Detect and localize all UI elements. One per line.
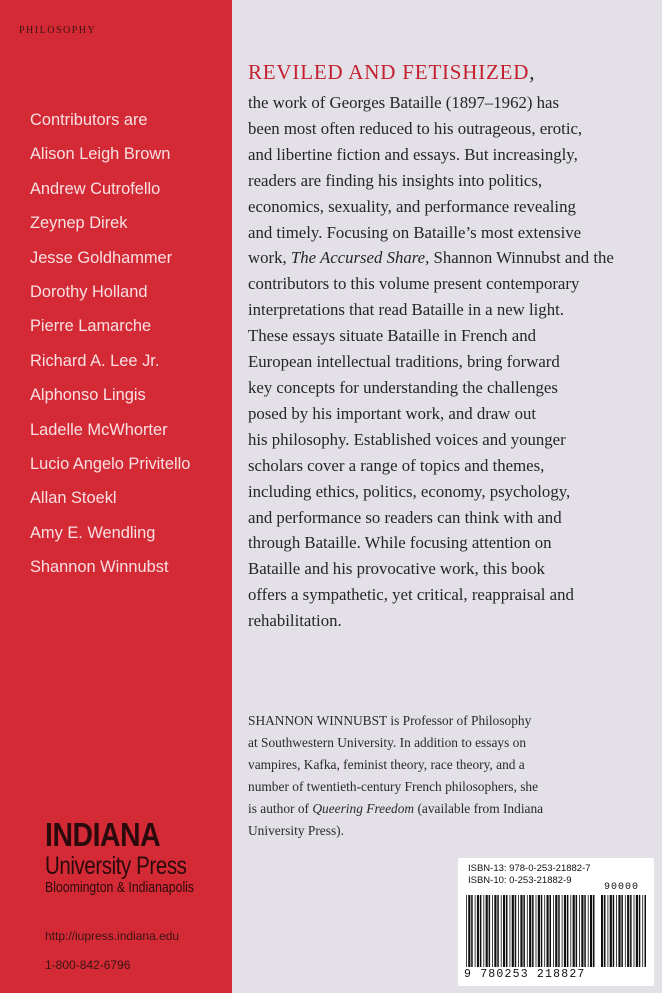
barcode-bar: [558, 895, 560, 967]
text-segment: (available from Indiana: [414, 801, 544, 816]
ean-digits: 9 780253 218827: [464, 968, 586, 981]
barcode-bar: [466, 895, 467, 967]
barcode-bar: [567, 895, 569, 967]
barcode-bar: [564, 895, 566, 967]
barcode-bar: [645, 895, 647, 967]
barcode-bar: [621, 895, 623, 967]
barcode-bar: [523, 895, 525, 967]
blurb-line: Bataille and his provocative work, this book: [248, 559, 545, 579]
text-segment: is author of: [248, 801, 313, 816]
barcode-bar: [532, 895, 534, 967]
barcode-bar: [486, 895, 488, 967]
price-code: 90000: [604, 882, 640, 893]
contributor-name: Pierre Lamarche: [30, 317, 152, 336]
contributor-name: Amy E. Wendling: [30, 523, 156, 542]
barcode-bar: [553, 895, 554, 967]
barcode-bar: [468, 895, 470, 967]
contributor-name: Shannon Winnubst: [30, 558, 169, 577]
blurb-body: [248, 90, 658, 634]
price-barcode-bars: [601, 895, 646, 967]
publisher-url[interactable]: http://iupress.indiana.edu: [45, 929, 180, 943]
barcode-bar: [618, 895, 620, 967]
barcode-bar: [529, 895, 531, 967]
blurb-line: the work of Georges Bataille (1897–1962) has: [248, 93, 560, 112]
blurb-line: economics, sexuality, and performance revealing: [248, 196, 576, 216]
barcode-bars: [466, 895, 596, 967]
blurb-line: key concepts for understanding the challenges: [248, 377, 558, 397]
barcode-bar: [536, 895, 537, 967]
bio-line: vampires, Kafka, feminist theory, race theory, and a: [248, 757, 525, 772]
barcode-bar: [562, 895, 563, 967]
barcode-bar: [579, 895, 580, 967]
barcode-bar: [538, 895, 540, 967]
barcode-bar: [501, 895, 502, 967]
contributor-name: Zeynep Direk: [30, 214, 128, 233]
contributor-name: Dorothy Holland: [30, 283, 148, 302]
contributor-name: Richard A. Lee Jr.: [30, 351, 160, 370]
blurb-line: readers are finding his insights into politics,: [248, 170, 543, 190]
publisher-subtitle: University Press: [45, 852, 187, 880]
author-bio: [248, 710, 658, 842]
blurb-line: through Bataille. While focusing attention on: [248, 533, 552, 553]
blurb-line: posed by his important work, and draw out: [248, 403, 537, 423]
barcode-bar: [584, 895, 586, 967]
blurb-line: and libertine fiction and essays. But increasingly,: [248, 144, 578, 164]
barcode-bar: [547, 895, 549, 967]
barcode-bar: [616, 895, 617, 967]
barcode-bar: [604, 895, 606, 967]
barcode-bar: [489, 895, 491, 967]
category-label: PHILOSOPHY: [19, 25, 97, 36]
barcode-bar: [492, 895, 493, 967]
headline-text: REVILED AND FETISHIZED: [248, 60, 530, 84]
barcode-bar: [527, 895, 528, 967]
barcode-bar: [634, 895, 635, 967]
publisher-name: INDIANA: [45, 816, 161, 853]
blurb-line: These essays situate Bataille in French and: [248, 326, 536, 346]
italic-title: The Accursed Share,: [290, 248, 430, 268]
contributor-name: Andrew Cutrofello: [30, 179, 161, 198]
headline-punct: ,: [529, 60, 536, 84]
blurb-line: [248, 245, 658, 271]
barcode-bar: [497, 895, 499, 967]
barcode-bar: [480, 895, 482, 967]
barcode-bar: [613, 895, 615, 967]
barcode-bar: [518, 895, 519, 967]
barcode-bar: [639, 895, 641, 967]
contributor-name: Ladelle McWhorter: [30, 420, 168, 439]
publisher-logo: [45, 818, 230, 897]
text-segment: work,: [248, 248, 291, 268]
barcode-bar: [601, 895, 603, 967]
publisher-city: Bloomington & Indianapolis: [45, 879, 195, 896]
contributor-name: Lucio Angelo Privitello: [30, 455, 191, 474]
barcode-bar: [471, 895, 473, 967]
blurb-line: interpretations that read Bataille in a new light.: [248, 300, 564, 320]
barcode-bar: [642, 895, 643, 967]
barcode-bar: [512, 895, 514, 967]
blurb-headline: [248, 60, 535, 85]
barcode-bar: [590, 895, 592, 967]
bio-line: [248, 798, 658, 820]
blurb-line: his philosophy. Established voices and younger: [248, 429, 566, 449]
barcode-bar: [520, 895, 522, 967]
contributor-name: Allan Stoekl: [30, 489, 117, 508]
italic-title: Queering Freedom: [312, 801, 415, 816]
contributor-name: Alison Leigh Brown: [30, 145, 171, 164]
barcode-bar: [593, 895, 595, 967]
barcode-bar: [630, 895, 632, 967]
blurb-line: European intellectual traditions, bring forward: [248, 352, 560, 372]
barcode-bar: [494, 895, 496, 967]
barcode-bar: [515, 895, 517, 967]
bio-line: University Press).: [248, 823, 344, 838]
barcode-bar: [625, 895, 626, 967]
text-segment: Shannon Winnubst and the: [429, 248, 614, 268]
barcode-bar: [555, 895, 557, 967]
barcode-bar: [576, 895, 578, 967]
barcode-bar: [475, 895, 476, 967]
barcode-bar: [573, 895, 575, 967]
barcode-bar: [570, 895, 571, 967]
blurb-line: offers a sympathetic, yet critical, reappraisal and: [248, 585, 574, 605]
barcode-bar: [588, 895, 589, 967]
blurb-line: including ethics, politics, economy, psychology,: [248, 481, 571, 501]
blurb-line: scholars cover a range of topics and themes,: [248, 455, 545, 475]
bio-line: number of twentieth-century French philosophers, she: [248, 779, 539, 794]
bio-line: at Southwestern University. In addition to essays on: [248, 735, 527, 750]
isbn10-label: ISBN-10: 0-253-21882-9: [468, 875, 572, 886]
blurb-line: contributors to this volume present contemporary: [248, 274, 580, 294]
contributors-heading: Contributors are: [30, 111, 148, 129]
publisher-phone: 1-800-842-6796: [45, 958, 131, 972]
barcode-bar: [510, 895, 511, 967]
barcode-bar: [503, 895, 505, 967]
barcode-bar: [544, 895, 545, 967]
contributors-list: [30, 103, 230, 585]
contributor-name: Alphonso Lingis: [30, 386, 146, 405]
red-spine-panel: [0, 0, 232, 993]
blurb-line: been most often reduced to his outrageous, erotic,: [248, 118, 583, 138]
barcode-bar: [483, 895, 484, 967]
contributor-name: Jesse Goldhammer: [30, 248, 173, 267]
barcode-bar: [610, 895, 612, 967]
barcode-bar: [627, 895, 629, 967]
barcode-bar: [581, 895, 583, 967]
blurb-line: and timely. Focusing on Bataille’s most extensive: [248, 222, 582, 242]
barcode-bar: [477, 895, 479, 967]
barcode-bar: [608, 895, 609, 967]
isbn-barcode: [458, 858, 654, 986]
isbn13-label: ISBN-13: 978-0-253-21882-7: [468, 863, 591, 874]
barcode-bar: [636, 895, 638, 967]
barcode-bar: [506, 895, 508, 967]
barcode-bar: [541, 895, 543, 967]
barcode-bar: [550, 895, 552, 967]
bio-line: SHANNON WINNUBST is Professor of Philosophy: [248, 713, 532, 728]
blurb-line: and performance so readers can think with and: [248, 507, 562, 527]
blurb-line: rehabilitation.: [248, 611, 342, 631]
